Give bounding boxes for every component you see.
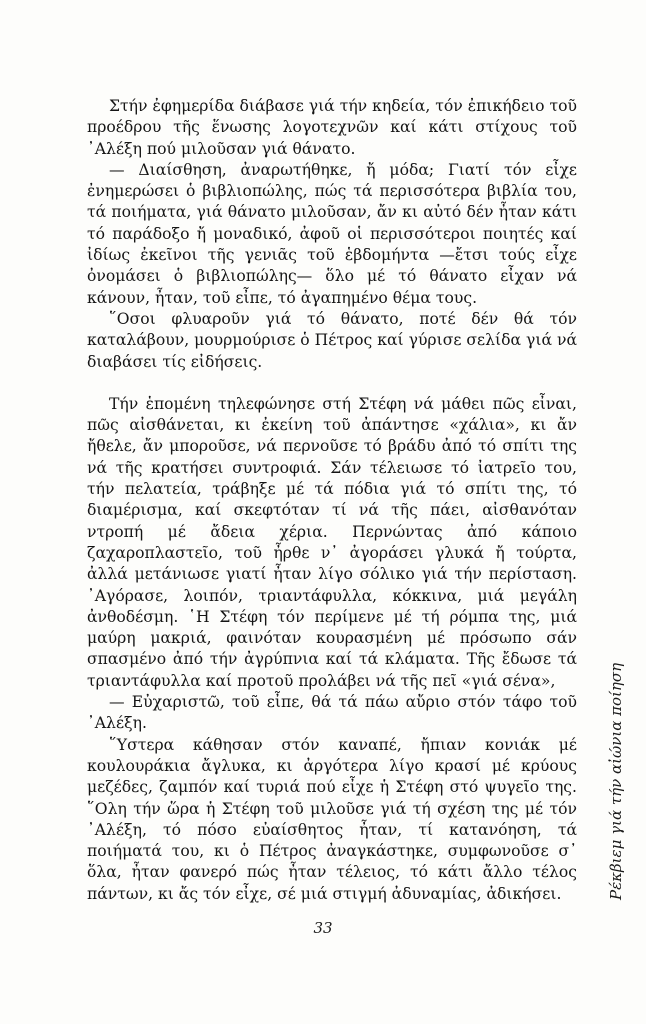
paragraph-4: Τήν ἑπομένη τηλεφώνησε στή Στέφη νά μάθει πῶς εἶναι, πῶς αἰσθάνεται, κι ἐκείνη τοῦ ἀπάντησε «χάλια», κι ἄν ἤθελε, ἄν μποροῦσε, νά περνοῦσε τό βράδυ ἀπό τό σπίτι της νά τῆς κρατήσει συντροφιά. Σάν τέλειωσε τό ἰατρεῖο του, τήν πελατεία, τράβηξε μέ τά πόδια γιά τό σπίτι της, τό διαμέρισμα, καί σκεφτόταν τί νά τῆς πάει, αἰσθανόταν ντροπή μέ ἄδεια χέρια. Περνώντας ἀπό κάποιο ζαχαροπλαστεῖο, τοῦ ἦρθε ν᾿ ἀγοράσει γλυκά ἤ τούρτα, ἀλλά μετάνιωσε γιατί ἦταν λίγο σόλικο γιά τήν περίσταση. ᾿Αγόρασε, λοιπόν, τριαντάφυλλα, κόκκινα, μιά μεγάλη ἀνθοδέσμη. ῾Η Στέφη τόν περίμενε μέ τή ρόμπα της, μιά μαύρη μακριά, φαινόταν κουρασμένη μέ πρόσωπο σάν σπασμένο ἀπό τήν ἀγρύπνια καί τά κλάματα. Τῆς ἔδωσε τά τριαντάφυλλα καί προτοῦ προλάβει νά τῆς πεῖ «γιά σένα»,	[87, 394, 577, 690]
page-number: 33	[313, 919, 333, 937]
paragraph-1: Στήν ἐφημερίδα διάβασε γιά τήν κηδεία, τόν ἐπικήδειο τοῦ προέδρου τῆς ἕνωσης λογοτεχνῶν καί κάτι στίχους τοῦ ᾿Αλέξη πού μιλοῦσαν γιά θάνατο.	[87, 97, 577, 158]
running-title: Ρέκβιεμ γιά τήν αἰώνια ποίηση	[607, 662, 625, 900]
paragraph-6: ῞Υστερα κάθησαν στόν καναπέ, ἤπιαν κονιάκ μέ κουλουράκια ἄγλυκα, κι ἀργότερα λίγο κρασί μέ κρύους μεζέδες, ζαμπόν καί τυριά πού εἶχε ἡ Στέφη στό ψυγεῖο της. ῞Ολη τήν ὥρα ἡ Στέφη τοῦ μιλοῦσε γιά τή σχέση της μέ τόν ᾿Αλέξη, τό πόσο εὐαίσθητος ἦταν, τί κατανόηση, τά ποιήματά του, κι ὁ Πέτρος ἀναγκάστηκε, συμφωνοῦσε σ᾿ ὅλα, ἦταν φανερό πώς ἦταν τέλειος, τό κάτι ἄλλο τέλος πάντων, κι ἄς τόν εἶχε, σέ μιά στιγμή ἀδυναμίας, ἀδικήσει.	[87, 735, 577, 903]
paragraph-5: — Εὐχαριστῶ, τοῦ εἶπε, θά τά πάω αὔριο στόν τάφο τοῦ ᾿Αλέξη.	[87, 693, 577, 733]
paragraph-2: — Διαίσθηση, ἀναρωτήθηκε, ἤ μόδα; Γιατί τόν εἶχε ἐνημερώσει ὁ βιβλιοπώλης, πώς τά περισσότερα βιβλία του, τά ποιήματα, γιά θάνατο μιλοῦσαν, ἄν κι αὐτό δέν ἦταν κάτι τό παράδοξο ἤ μοναδικό, ἀφοῦ οἱ περισσότεροι ποιητές καί ἰδίως ἐκεῖνοι τῆς γενιᾶς τοῦ ἑβδομήντα —ἔτσι τούς εἶχε ὀνομάσει ὁ βιβλιοπώλης— ὅλο μέ τό θάνατο εἶχαν νά κάνουν, ἦταν, τοῦ εἶπε, τό ἀγαπημένο θέμα τους.	[87, 160, 577, 307]
body-text	[87, 96, 577, 905]
paragraph-3: ῞Οσοι φλυαροῦν γιά τό θάνατο, ποτέ δέν θά τόν καταλάβουν, μουρμούρισε ὁ Πέτρος καί γύρισε σελίδα γιά νά διαβάσει τίς εἰδήσεις.	[87, 309, 577, 371]
